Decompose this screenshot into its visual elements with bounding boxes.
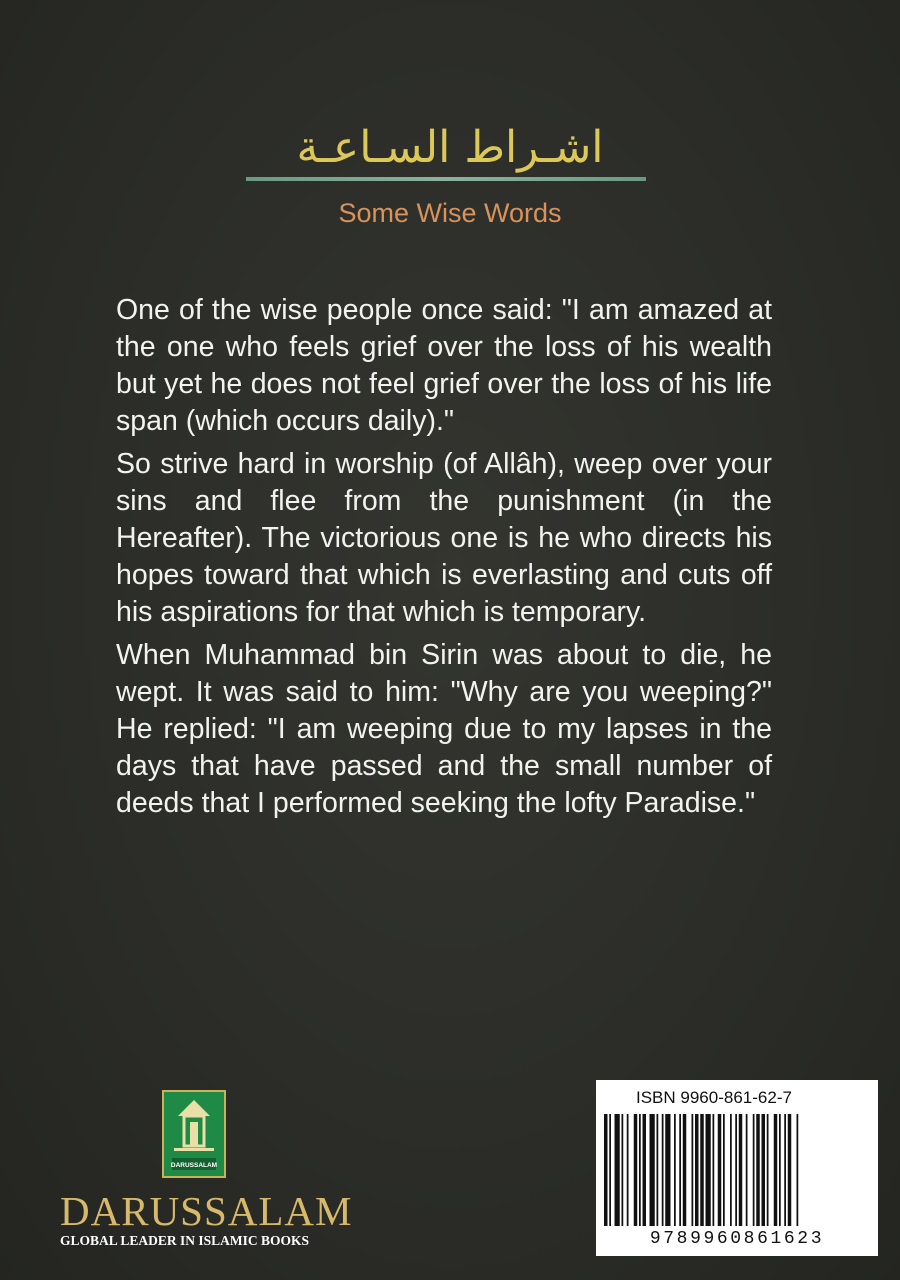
barcode-bar [695,1114,699,1226]
barcode-bar [609,1114,611,1226]
barcode-bar [762,1114,766,1226]
barcode-bar [779,1114,781,1226]
barcode-bar [756,1114,760,1226]
paragraph: So strive hard in worship (of Allâh), weep over your sins and flee from the punishment (in the Hereafter). The victorious one is he who directs his hopes toward that which is everlasting and cuts off his aspirations for that which is temporary. [116,448,772,628]
title-divider [246,177,646,181]
barcode-bar [627,1114,629,1226]
publisher-name: DARUSSALAM [60,1188,353,1234]
barcode-digits: 9789960861623 [649,1229,825,1249]
subtitle: Some Wise Words [338,198,562,228]
barcode-bar [679,1114,681,1226]
barcode-bar [657,1114,659,1226]
barcode-bar [723,1114,725,1226]
barcode-bar [706,1114,711,1226]
barcode-bar [784,1114,786,1226]
barcode-bar [788,1114,792,1226]
barcode-bar [662,1114,664,1226]
svg-text:DARUSSALAM: DARUSSALAM [170,1162,218,1169]
barcode-bar [604,1114,608,1226]
barcode-bar [650,1114,655,1226]
barcode-bar [615,1114,620,1226]
barcode-bar [622,1114,624,1226]
barcode-bar [700,1114,704,1226]
barcode-bar [735,1114,737,1226]
barcode-bar [753,1114,755,1226]
barcode-bar [774,1114,778,1226]
barcode-bar [674,1114,676,1226]
barcode-bar [665,1114,670,1226]
barcode-bar [639,1114,641,1226]
barcode-bar [683,1114,687,1226]
body-text [116,292,772,828]
barcode-bar [634,1114,638,1226]
darussalam-logo-icon [162,1090,226,1178]
publisher-tagline: GLOBAL LEADER IN ISLAMIC BOOKS [60,1233,310,1248]
barcode-panel [596,1080,878,1256]
barcode-bar [730,1114,732,1226]
barcode-bar [746,1114,748,1226]
barcode-bar [718,1114,722,1226]
darussalam-emblem-icon [164,1092,224,1176]
paragraph: When Muhammad bin Sirin was about to die, he wept. It was said to him: "Why are you weeping?" He replied: "I am weeping due to my lapses in the days that have passed and the small number of deeds that I performed seeking the lofty Paradise." [116,639,772,819]
paragraph: One of the wise people once said: "I am amazed at the one who feels grief over the loss of his wealth but yet he does not feel grief over the loss of his life span (which occurs daily)." [116,294,772,437]
arabic-title: اشـراط السـاعـة [296,122,604,173]
barcode-bar [713,1114,715,1226]
barcode-bar [643,1114,647,1226]
barcode-bar [739,1114,743,1226]
isbn-label: ISBN 9960-861-62-7 [636,1088,792,1107]
barcode-bar [692,1114,694,1226]
barcode-bar [767,1114,769,1226]
barcode-bar [797,1114,799,1226]
barcode-icon [604,1114,870,1226]
